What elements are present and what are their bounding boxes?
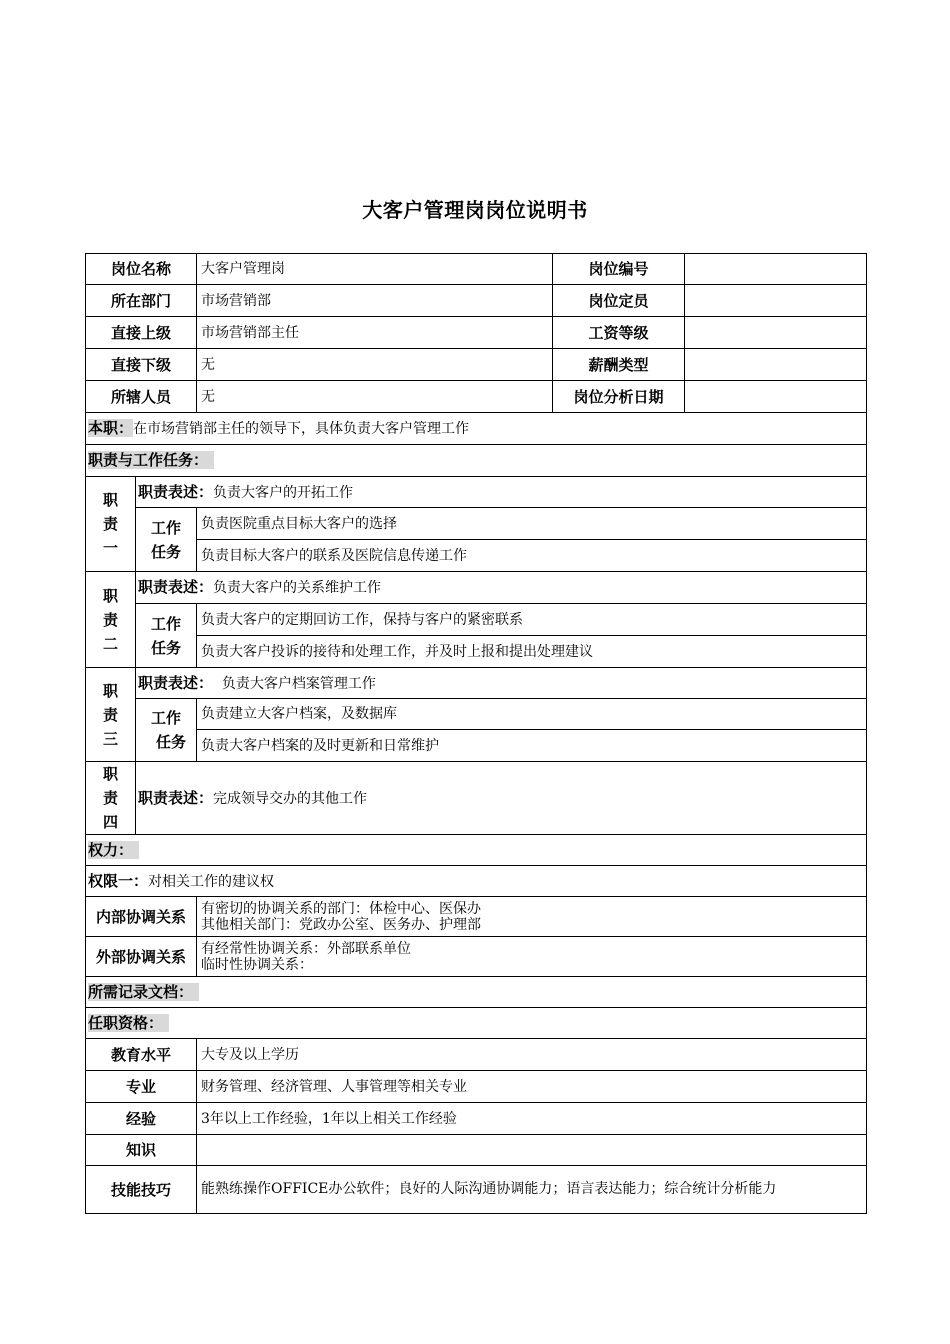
qual-value: 能熟练操作OFFICE办公软件；良好的人际沟通协调能力；语言表达能力；综合统计分析能力 <box>197 1166 867 1214</box>
benzhi-text: 在市场营销部主任的领导下，具体负责大客户管理工作 <box>133 421 470 437</box>
field-value <box>685 285 867 317</box>
task-row <box>86 604 867 636</box>
qual-row <box>86 1103 867 1135</box>
qual-value: 3年以上工作经验，1年以上相关工作经验 <box>197 1103 867 1135</box>
task-row <box>86 636 867 668</box>
benzhi-row <box>86 413 867 445</box>
quanli-header-row <box>86 835 867 866</box>
field-value <box>685 254 867 285</box>
duty-name: 职 责 三 <box>86 668 136 762</box>
task-text: 负责医院重点目标大客户的选择 <box>197 508 867 540</box>
job-description-table <box>85 253 867 1214</box>
field-value <box>685 317 867 349</box>
duty-desc-row <box>86 477 867 508</box>
field-value <box>685 349 867 381</box>
basic-row <box>86 381 867 413</box>
field-label: 岗位定员 <box>553 285 685 317</box>
task-text: 负责大客户档案的及时更新和日常维护 <box>197 730 867 762</box>
field-label: 岗位分析日期 <box>553 381 685 413</box>
field-label: 所辖人员 <box>86 381 197 413</box>
duty-desc-label: 职责表述： <box>138 578 214 596</box>
duty-desc: 完成领导交办的其他工作 <box>213 790 368 807</box>
qual-value: 大专及以上学历 <box>197 1039 867 1071</box>
qual-label: 专业 <box>86 1071 197 1103</box>
duty-desc: 负责大客户的关系维护工作 <box>213 580 382 596</box>
duty-name: 职 责 四 <box>86 762 136 835</box>
qual-row <box>86 1071 867 1103</box>
external-label: 外部协调关系 <box>86 937 197 977</box>
internal-label: 内部协调关系 <box>86 897 197 937</box>
duty-desc-row <box>86 668 867 699</box>
duty-desc-row <box>86 762 867 835</box>
qual-row <box>86 1135 867 1166</box>
basic-row <box>86 317 867 349</box>
external-row <box>86 937 867 977</box>
qual-label: 知识 <box>86 1135 197 1166</box>
quanli-item-row <box>86 866 867 897</box>
quanli-header: 权力： <box>88 841 139 859</box>
duty-desc-label: 职责表述： <box>138 788 214 807</box>
qual-header: 任职资格： <box>88 1014 169 1032</box>
task-row <box>86 699 867 730</box>
task-text: 负责建立大客户档案，及数据库 <box>197 699 867 730</box>
records-header: 所需记录文档： <box>88 983 199 1001</box>
duty-desc-label: 职责表述： <box>138 673 214 692</box>
task-text: 负责大客户的定期回访工作，保持与客户的紧密联系 <box>197 604 867 636</box>
basic-row <box>86 254 867 285</box>
basic-row <box>86 285 867 317</box>
task-label: 工作 任务 <box>136 604 197 668</box>
duty-name: 职 责 二 <box>86 572 136 668</box>
records-row <box>86 977 867 1008</box>
external-lines: 有经常性协调关系：外部联系单位 临时性协调关系： <box>197 937 867 977</box>
field-value: 无 <box>197 381 553 413</box>
qual-value: 财务管理、经济管理、人事管理等相关专业 <box>197 1071 867 1103</box>
qual-label: 技能技巧 <box>86 1166 197 1214</box>
field-value: 大客户管理岗 <box>197 254 553 285</box>
qual-label: 经验 <box>86 1103 197 1135</box>
field-label: 岗位编号 <box>553 254 685 285</box>
task-row <box>86 540 867 572</box>
quanli-item-label: 权限一： <box>88 871 149 890</box>
field-label: 岗位名称 <box>86 254 197 285</box>
duties-header: 职责与工作任务： <box>88 451 214 469</box>
duty-desc: 负责大客户档案管理工作 <box>213 675 376 692</box>
task-text: 负责大客户投诉的接待和处理工作，并及时上报和提出处理建议 <box>197 636 867 668</box>
duty-desc-label: 职责表述： <box>138 482 214 501</box>
quanli-item-text: 对相关工作的建议权 <box>148 873 275 890</box>
duty-desc: 负责大客户的开拓工作 <box>213 484 354 501</box>
field-label: 直接下级 <box>86 349 197 381</box>
field-label: 直接上级 <box>86 317 197 349</box>
task-label: 工作 任务 <box>136 699 197 762</box>
qual-value <box>197 1135 867 1166</box>
task-row <box>86 508 867 540</box>
field-value: 市场营销部主任 <box>197 317 553 349</box>
field-value: 市场营销部 <box>197 285 553 317</box>
internal-lines: 有密切的协调关系的部门：体检中心、医保办 其他相关部门：党政办公室、医务办、护理部 <box>197 897 867 937</box>
qual-label: 教育水平 <box>86 1039 197 1071</box>
internal-row <box>86 897 867 937</box>
task-row <box>86 730 867 762</box>
task-label: 工作 任务 <box>136 508 197 572</box>
qual-header-row <box>86 1008 867 1039</box>
page-title: 大客户管理岗岗位说明书 <box>362 198 588 222</box>
task-text: 负责目标大客户的联系及医院信息传递工作 <box>197 540 867 572</box>
duties-header-row <box>86 445 867 477</box>
field-label: 薪酬类型 <box>553 349 685 381</box>
basic-row <box>86 349 867 381</box>
field-label: 所在部门 <box>86 285 197 317</box>
qual-row <box>86 1166 867 1214</box>
qual-row <box>86 1039 867 1071</box>
duty-name: 职 责 一 <box>86 477 136 572</box>
field-value: 无 <box>197 349 553 381</box>
field-label: 工资等级 <box>553 317 685 349</box>
benzhi-label: 本职： <box>88 419 134 437</box>
duty-desc-row <box>86 572 867 604</box>
field-value <box>685 381 867 413</box>
